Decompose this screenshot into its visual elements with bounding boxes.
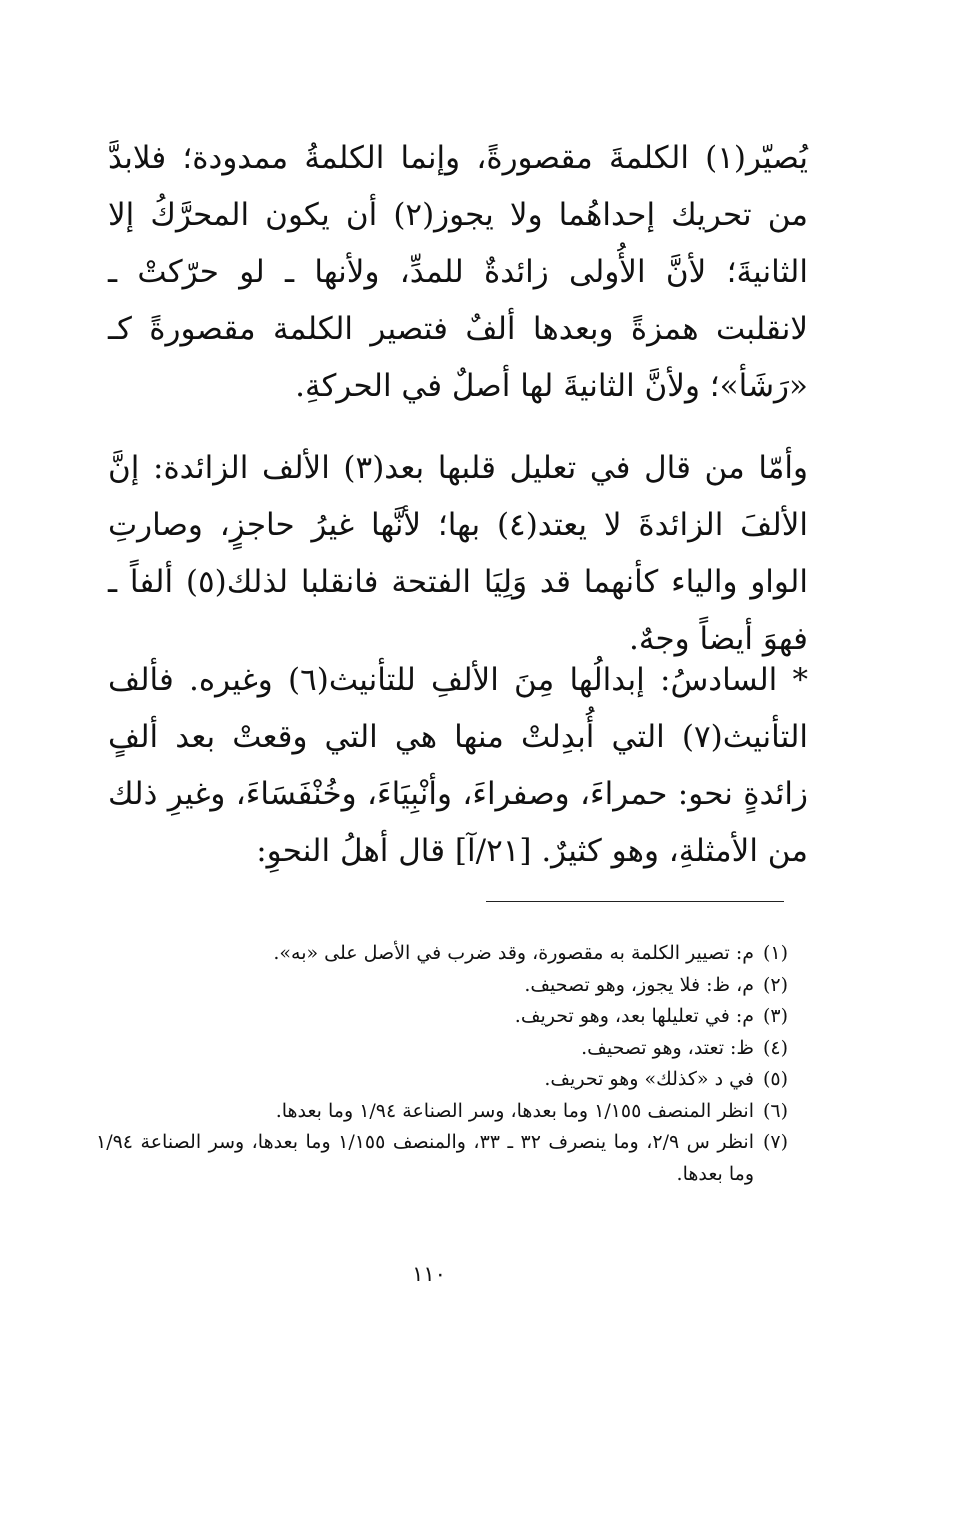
footnote-text: انظر المنصف ١/١٥٥ وما بعدها، وسر الصناعة ١/٩٤ وما بعدها.	[275, 1099, 754, 1122]
footnote-number: (٢)	[762, 973, 788, 996]
footnote-separator	[486, 901, 784, 902]
footnote-text: ظ: تعتد، وهو تصحيف.	[581, 1036, 754, 1059]
body-paragraph-2: وأمّا من قال في تعليل قلبها بعد(٣) الألف الزائدة: إنَّ الألفَ الزائدةَ لا يعتد(٤) بها؛ لأنَّها غيرُ حاجزٍ، وصارتِ الواو والياء كأنهما قد وَلِيَا الفتحة فانقلبا لذلك(٥) ألفاً ـ فهوَ أيضاً وجهٌ.	[108, 450, 808, 657]
footnote-number: (٥)	[762, 1068, 788, 1090]
footnote-text: في د «كذلك» وهو تحريف.	[544, 1068, 754, 1090]
footnote-item	[96, 1127, 788, 1190]
footnote-item	[96, 970, 788, 1002]
footnotes-list	[96, 938, 788, 1190]
footnote-text: م: تصيير الكلمة به مقصورة، وقد ضرب في الأصل على «به».	[273, 942, 754, 964]
footnote-text: م، ظ: فلا يجوز، وهو تصحيف.	[524, 973, 754, 996]
footnote-number: (٦)	[762, 1099, 788, 1122]
footnote-item	[96, 1033, 788, 1065]
body-paragraph-1: يُصيّر(١) الكلمةَ مقصورةً، وإنما الكلمةُ ممدودة؛ فلابدَّ من تحريك إحداهُما ولا يجوز(٢) أن يكون المحرَّكُ إلا الثانيةَ؛ لأنَّ الأُولى زائدةٌ للمدِّ، ولأنها ـ لو حرّكتْ ـ لانقلبت همزةً وبعدها ألفٌ فتصير الكلمة مقصورةً كـ «رَشَأ»؛ ولأنَّ الثانيةَ لها أصلٌ في الحركةِ.	[108, 140, 808, 404]
footnote-text: م: في تعليلها بعد، وهو تحريف.	[514, 1005, 754, 1027]
footnote-number: (١)	[762, 942, 788, 964]
footnote-item	[96, 938, 788, 970]
footnote-number: (٤)	[762, 1036, 788, 1059]
footnote-item	[96, 1001, 788, 1033]
footnote-item	[96, 1064, 788, 1096]
footnote-text: انظر س ٢/٩، وما ينصرف ٣٢ ـ ٣٣، والمنصف ١/١٥٥ وما بعدها، وسر الصناعة ١/٩٤ وما بعدها.	[96, 1131, 754, 1185]
footnote-number: (٣)	[762, 1005, 788, 1027]
page-number: ١١٠	[412, 1262, 446, 1286]
body-paragraph-3: * السادسُ: إبدالُها مِنَ الألفِ للتأنيث(٦) وغيره. فألف التأنيث(٧) التي أُبدِلتْ منها هي التي وقعتْ بعد ألفٍ زائدةٍ نحو: حمراءَ، وصفراءَ، وأنْبِيَاءَ، وخُنْفَسَاءَ، وغيرِ ذلك من الأمثلةِ، وهو كثيرٌ. [٢١/آ] قال أهلُ النحوِ:	[108, 662, 808, 869]
footnote-number: (٧)	[762, 1131, 788, 1153]
footnote-item	[96, 1096, 788, 1128]
